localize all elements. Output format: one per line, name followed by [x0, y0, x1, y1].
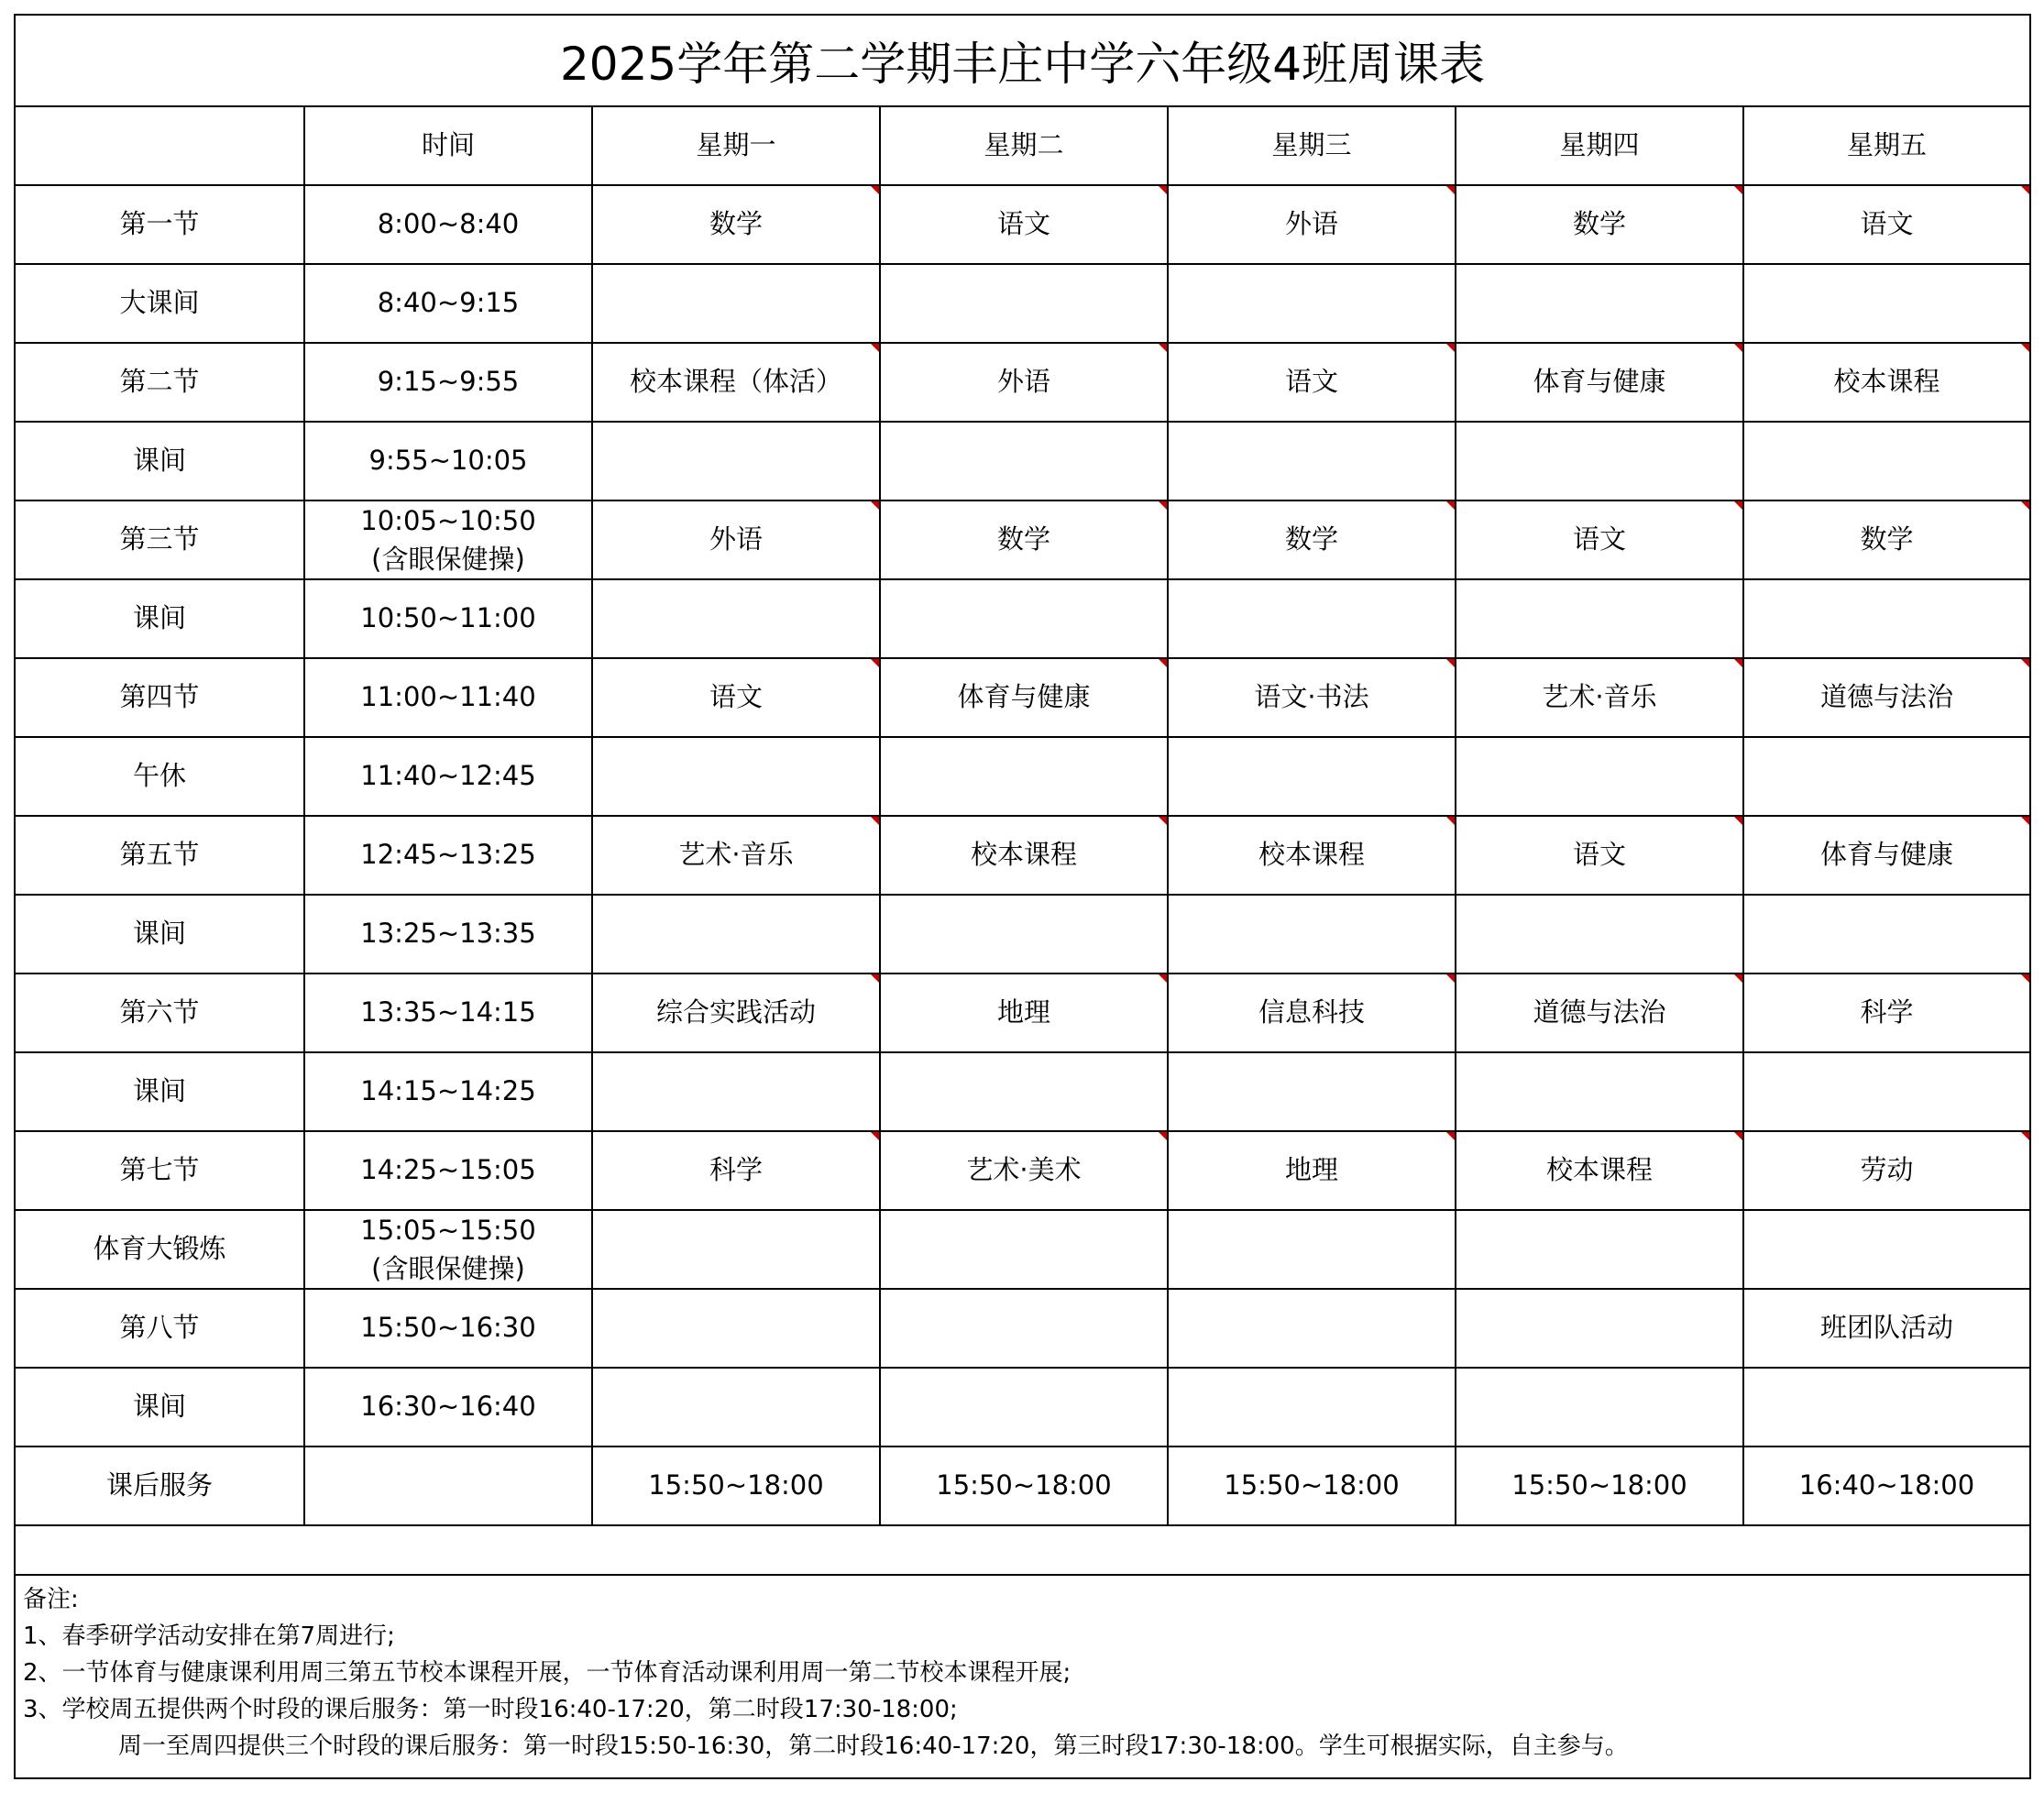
- subject-cell: [1456, 1210, 1743, 1289]
- period-name-text: 第七节: [119, 1154, 200, 1186]
- header-corner: [16, 106, 304, 185]
- subject-cell: [1456, 816, 1743, 895]
- period-time-text: 8:00~8:40: [377, 208, 520, 240]
- header-time-text: 时间: [421, 129, 475, 161]
- subject-cell: [880, 185, 1168, 264]
- subject-cell: [880, 816, 1168, 895]
- subject-cell: [880, 1446, 1168, 1525]
- period-time-text: 14:25~15:05: [360, 1154, 536, 1186]
- notes-heading: 备注:: [23, 1586, 79, 1613]
- period-name-text: 午休: [132, 760, 186, 792]
- table-row: [16, 185, 2029, 264]
- comment-marker-icon: [1734, 186, 1742, 194]
- period-name-text: 第三节: [119, 523, 200, 556]
- period-name: [16, 1289, 304, 1368]
- table-row: [16, 895, 2029, 974]
- header-day: [1168, 106, 1456, 185]
- subject-cell: [1168, 422, 1456, 500]
- period-name-text: 课间: [132, 445, 186, 477]
- comment-marker-icon: [2021, 1132, 2029, 1140]
- subject-cell: [880, 1210, 1168, 1289]
- subject-cell-text: 综合实践活动: [655, 996, 816, 1028]
- comment-marker-icon: [1446, 1132, 1455, 1140]
- subject-cell: [1456, 500, 1743, 579]
- subject-cell: [880, 1052, 1168, 1131]
- period-name-text: 第四节: [119, 681, 200, 713]
- period-time-text: 10:05~10:50: [360, 505, 536, 536]
- period-time-text: 8:40~9:15: [377, 287, 520, 319]
- period-name: [16, 974, 304, 1052]
- subject-cell-text: 劳动: [1860, 1154, 1914, 1186]
- subject-cell: [1456, 1052, 1743, 1131]
- comment-marker-icon: [1159, 501, 1167, 510]
- comment-marker-icon: [1734, 817, 1742, 825]
- comment-marker-icon: [1734, 974, 1742, 983]
- period-time-text: 11:40~12:45: [360, 760, 536, 792]
- table-row: [16, 1052, 2029, 1131]
- period-time: [304, 1289, 592, 1368]
- table-row: [16, 737, 2029, 816]
- subject-cell: [1743, 579, 2029, 658]
- comment-marker-icon: [2021, 501, 2029, 510]
- header-day: [880, 106, 1168, 185]
- subject-cell-text: 语文: [709, 681, 763, 713]
- period-name-text: 第五节: [119, 839, 200, 871]
- subject-cell: [880, 1131, 1168, 1210]
- comment-marker-icon: [871, 817, 879, 825]
- comment-marker-icon: [1734, 1132, 1742, 1140]
- comment-marker-icon: [2021, 659, 2029, 667]
- period-time: [304, 185, 592, 264]
- subject-cell-text: 校本课程（体活）: [629, 366, 842, 398]
- subject-cell-text: 信息科技: [1258, 996, 1365, 1028]
- subject-cell: [1456, 737, 1743, 816]
- table-row: [16, 579, 2029, 658]
- subject-cell: [592, 1446, 880, 1525]
- period-name: [16, 579, 304, 658]
- period-name: [16, 816, 304, 895]
- subject-cell: [880, 343, 1168, 422]
- subject-cell-text: 数学: [996, 523, 1050, 556]
- subject-cell: [1168, 343, 1456, 422]
- period-time: [304, 579, 592, 658]
- subject-cell: [1743, 658, 2029, 737]
- subject-cell-text: 数学: [1284, 523, 1338, 556]
- subject-cell-text: 外语: [709, 523, 763, 556]
- subject-cell: [880, 974, 1168, 1052]
- period-name: [16, 1446, 304, 1525]
- subject-cell: [1168, 1131, 1456, 1210]
- period-name-text: 课间: [132, 918, 186, 950]
- period-name-text: 第二节: [119, 366, 200, 398]
- subject-cell: [1168, 816, 1456, 895]
- page-title: 2025学年第二学期丰庄中学六年级4班周课表: [559, 38, 1486, 91]
- subject-cell: [1743, 1289, 2029, 1368]
- comment-marker-icon: [1446, 817, 1455, 825]
- subject-cell: [592, 1210, 880, 1289]
- subject-cell: [1743, 895, 2029, 974]
- subject-cell: [592, 1368, 880, 1446]
- period-time: [304, 264, 592, 343]
- subject-cell-text: 语文: [996, 208, 1050, 240]
- subject-cell: [880, 1368, 1168, 1446]
- header-time: [304, 106, 592, 185]
- period-time: [304, 422, 592, 500]
- period-name: [16, 422, 304, 500]
- comment-marker-icon: [871, 1132, 879, 1140]
- subject-cell: [592, 895, 880, 974]
- period-time-text: 9:55~10:05: [368, 445, 528, 477]
- subject-cell: [1456, 264, 1743, 343]
- note-line-3: 3、学校周五提供两个时段的课后服务：第一时段16:40-17:20，第二时段17:30-18:00;: [23, 1696, 958, 1723]
- subject-cell: [1168, 579, 1456, 658]
- comment-marker-icon: [1159, 344, 1167, 352]
- subject-cell: [592, 343, 880, 422]
- subject-cell: [592, 974, 880, 1052]
- subject-cell: [1743, 264, 2029, 343]
- subject-cell-text: 道德与法治: [1819, 681, 1953, 713]
- subject-cell-text: 体育与健康: [1819, 839, 1953, 871]
- period-time: [304, 658, 592, 737]
- table-row: [16, 422, 2029, 500]
- subject-cell: [1456, 579, 1743, 658]
- subject-cell: [592, 422, 880, 500]
- subject-cell-text: 校本课程: [1545, 1154, 1653, 1186]
- subject-cell: [1743, 422, 2029, 500]
- subject-cell-text: 外语: [1284, 208, 1338, 240]
- subject-cell: [1168, 1210, 1456, 1289]
- period-name-text: 第一节: [119, 208, 200, 240]
- period-name-text: 课间: [132, 1391, 186, 1423]
- period-time: [304, 1052, 592, 1131]
- schedule-table: [16, 105, 2029, 1526]
- subject-cell: [1456, 974, 1743, 1052]
- header-day: [1743, 106, 2029, 185]
- header-day-text: 星期三: [1271, 129, 1352, 161]
- subject-cell: [592, 500, 880, 579]
- comment-marker-icon: [1446, 501, 1455, 510]
- subject-cell: [1168, 1446, 1456, 1525]
- subject-cell: [592, 1289, 880, 1368]
- subject-cell: [1168, 1289, 1456, 1368]
- table-row: [16, 500, 2029, 579]
- period-time-text: 15:05~15:50: [360, 1215, 536, 1247]
- period-time-text: 9:15~9:55: [377, 366, 520, 398]
- subject-cell: [1743, 1446, 2029, 1525]
- subject-cell-text: 15:50~18:00: [936, 1469, 1112, 1502]
- comment-marker-icon: [871, 186, 879, 194]
- period-time-text: 16:30~16:40: [360, 1391, 536, 1423]
- header-row: [16, 106, 2029, 185]
- period-time-note: (含眼保健操): [371, 1253, 525, 1285]
- subject-cell-text: 艺术·音乐: [1542, 681, 1657, 713]
- period-time-text: 10:50~11:00: [360, 602, 536, 634]
- subject-cell: [1168, 1052, 1456, 1131]
- subject-cell: [880, 422, 1168, 500]
- subject-cell-text: 语文·书法: [1254, 681, 1369, 713]
- note-line-2: 2、一节体育与健康课利用周三第五节校本课程开展，一节体育活动课利用周一第二节校本课程开展;: [23, 1659, 1071, 1687]
- table-row: [16, 343, 2029, 422]
- period-name: [16, 1131, 304, 1210]
- subject-cell: [592, 264, 880, 343]
- comment-marker-icon: [1159, 186, 1167, 194]
- subject-cell: [1743, 1052, 2029, 1131]
- period-name-text: 课后服务: [105, 1469, 213, 1502]
- period-time-text: 13:25~13:35: [360, 918, 536, 950]
- period-time: [304, 1446, 592, 1525]
- subject-cell-text: 体育与健康: [1533, 366, 1666, 398]
- comment-marker-icon: [1446, 186, 1455, 194]
- notes-section: [16, 1574, 2029, 1779]
- subject-cell: [1168, 500, 1456, 579]
- period-name: [16, 343, 304, 422]
- subject-cell-text: 校本课程: [1833, 366, 1940, 398]
- subject-cell-text: 数学: [1860, 523, 1914, 556]
- subject-cell-text: 15:50~18:00: [1224, 1469, 1400, 1502]
- period-name: [16, 658, 304, 737]
- subject-cell: [880, 264, 1168, 343]
- subject-cell: [592, 1052, 880, 1131]
- subject-cell-text: 语文: [1860, 208, 1914, 240]
- period-name-text: 课间: [132, 602, 186, 634]
- period-name: [16, 895, 304, 974]
- subject-cell: [1743, 500, 2029, 579]
- subject-cell: [1743, 343, 2029, 422]
- subject-cell-text: 科学: [709, 1154, 763, 1186]
- subject-cell: [1168, 1368, 1456, 1446]
- comment-marker-icon: [1446, 344, 1455, 352]
- subject-cell: [1743, 1210, 2029, 1289]
- period-name: [16, 1052, 304, 1131]
- subject-cell-text: 数学: [709, 208, 763, 240]
- comment-marker-icon: [871, 974, 879, 983]
- comment-marker-icon: [2021, 817, 2029, 825]
- period-time: [304, 343, 592, 422]
- subject-cell: [1456, 1446, 1743, 1525]
- subject-cell: [592, 579, 880, 658]
- subject-cell-text: 艺术·音乐: [678, 839, 794, 871]
- subject-cell: [1743, 737, 2029, 816]
- subject-cell: [880, 658, 1168, 737]
- subject-cell: [880, 1289, 1168, 1368]
- subject-cell-text: 校本课程: [970, 839, 1077, 871]
- subject-cell: [1456, 895, 1743, 974]
- subject-cell: [1168, 974, 1456, 1052]
- comment-marker-icon: [1159, 1132, 1167, 1140]
- subject-cell: [592, 658, 880, 737]
- header-day-text: 星期二: [984, 129, 1064, 161]
- subject-cell-text: 班团队活动: [1819, 1312, 1953, 1344]
- subject-cell: [1743, 816, 2029, 895]
- period-name: [16, 737, 304, 816]
- subject-cell-text: 地理: [996, 996, 1050, 1028]
- table-row: [16, 1368, 2029, 1446]
- subject-cell-text: 语文: [1572, 839, 1626, 871]
- comment-marker-icon: [1734, 501, 1742, 510]
- subject-cell: [880, 500, 1168, 579]
- note-line-4: 周一至周四提供三个时段的课后服务：第一时段15:50-16:30，第二时段16:40-17:20，第三时段17:30-18:00。学生可根据实际，自主参与。: [118, 1732, 1629, 1760]
- comment-marker-icon: [2021, 186, 2029, 194]
- header-day: [1456, 106, 1743, 185]
- subject-cell: [1456, 422, 1743, 500]
- table-row: [16, 1289, 2029, 1368]
- table-row: [16, 1210, 2029, 1289]
- subject-cell: [592, 185, 880, 264]
- subject-cell: [1456, 343, 1743, 422]
- period-time-text: 14:15~14:25: [360, 1075, 536, 1107]
- period-time: [304, 816, 592, 895]
- period-name-text: 第八节: [119, 1312, 200, 1344]
- subject-cell: [1456, 658, 1743, 737]
- period-time: [304, 1210, 592, 1289]
- subject-cell: [880, 579, 1168, 658]
- period-name: [16, 185, 304, 264]
- period-time-text: 11:00~11:40: [360, 681, 536, 713]
- note-line-1: 1、春季研学活动安排在第7周进行;: [23, 1622, 395, 1650]
- period-name: [16, 1368, 304, 1446]
- table-row: [16, 264, 2029, 343]
- period-name: [16, 500, 304, 579]
- comment-marker-icon: [871, 659, 879, 667]
- table-row: [16, 658, 2029, 737]
- subject-cell: [1456, 1289, 1743, 1368]
- subject-cell: [592, 737, 880, 816]
- subject-cell-text: 地理: [1284, 1154, 1338, 1186]
- header-day-text: 星期四: [1559, 129, 1640, 161]
- comment-marker-icon: [1159, 974, 1167, 983]
- subject-cell: [592, 816, 880, 895]
- subject-cell: [1168, 895, 1456, 974]
- comment-marker-icon: [1734, 659, 1742, 667]
- period-name-text: 大课间: [119, 287, 200, 319]
- period-time-text: 15:50~16:30: [360, 1312, 536, 1344]
- subject-cell-text: 艺术·美术: [966, 1154, 1082, 1186]
- subject-cell: [880, 895, 1168, 974]
- comment-marker-icon: [1159, 659, 1167, 667]
- period-time: [304, 974, 592, 1052]
- subject-cell-text: 16:40~18:00: [1798, 1469, 1975, 1502]
- table-row: [16, 816, 2029, 895]
- header-day-text: 星期一: [696, 129, 776, 161]
- period-name: [16, 1210, 304, 1289]
- period-name: [16, 264, 304, 343]
- subject-cell-text: 语文: [1572, 523, 1626, 556]
- subject-cell: [592, 1131, 880, 1210]
- period-name-text: 体育大锻炼: [93, 1233, 226, 1265]
- table-row: [16, 1131, 2029, 1210]
- subject-cell: [1456, 185, 1743, 264]
- table-row: [16, 974, 2029, 1052]
- subject-cell: [1168, 737, 1456, 816]
- subject-cell-text: 道德与法治: [1533, 996, 1666, 1028]
- subject-cell: [1743, 974, 2029, 1052]
- period-time: [304, 1368, 592, 1446]
- subject-cell-text: 语文: [1284, 366, 1338, 398]
- subject-cell: [1168, 264, 1456, 343]
- comment-marker-icon: [871, 501, 879, 510]
- subject-cell: [1168, 185, 1456, 264]
- subject-cell-text: 科学: [1860, 996, 1914, 1028]
- subject-cell: [1456, 1131, 1743, 1210]
- subject-cell-text: 校本课程: [1258, 839, 1365, 871]
- period-time-text: 13:35~14:15: [360, 996, 536, 1028]
- header-day-text: 星期五: [1846, 129, 1927, 161]
- subject-cell: [1743, 185, 2029, 264]
- comment-marker-icon: [2021, 974, 2029, 983]
- subject-cell-text: 数学: [1572, 208, 1626, 240]
- comment-marker-icon: [1446, 974, 1455, 983]
- subject-cell-text: 15:50~18:00: [648, 1469, 824, 1502]
- period-time: [304, 500, 592, 579]
- comment-marker-icon: [1159, 817, 1167, 825]
- schedule-sheet: [14, 14, 2031, 1779]
- subject-cell: [1743, 1131, 2029, 1210]
- subject-cell-text: 外语: [996, 366, 1050, 398]
- period-time: [304, 895, 592, 974]
- table-row: [16, 1446, 2029, 1525]
- comment-marker-icon: [871, 344, 879, 352]
- subject-cell-text: 体育与健康: [957, 681, 1091, 713]
- subject-cell: [1456, 1368, 1743, 1446]
- subject-cell: [1743, 1368, 2029, 1446]
- comment-marker-icon: [2021, 344, 2029, 352]
- subject-cell: [880, 737, 1168, 816]
- header-day: [592, 106, 880, 185]
- subject-cell-text: 15:50~18:00: [1511, 1469, 1687, 1502]
- period-name-text: 课间: [132, 1075, 186, 1107]
- comment-marker-icon: [1446, 659, 1455, 667]
- period-name-text: 第六节: [119, 996, 200, 1028]
- period-time: [304, 737, 592, 816]
- period-time-text: 12:45~13:25: [360, 839, 536, 871]
- subject-cell: [1168, 658, 1456, 737]
- comment-marker-icon: [1734, 344, 1742, 352]
- period-time-note: (含眼保健操): [371, 544, 525, 576]
- period-time: [304, 1131, 592, 1210]
